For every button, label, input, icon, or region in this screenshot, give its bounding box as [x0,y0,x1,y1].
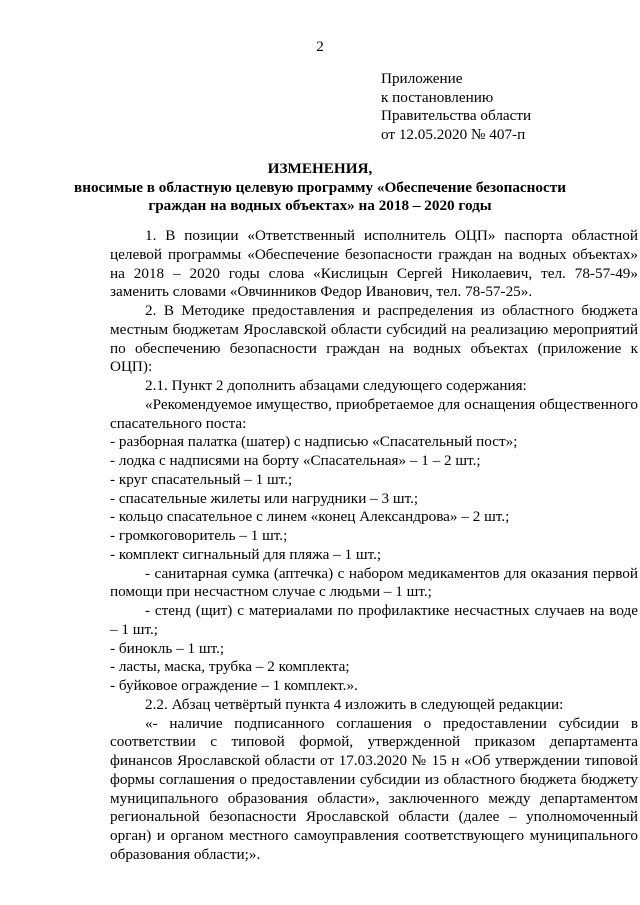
document-body [110,227,638,865]
paragraph-2-2: 2.2. Абзац четвёртый пункта 4 изложить в следующей редакции: [145,695,564,713]
list-item: - спасательные жилеты или нагрудники – 3 шт.; [110,489,419,507]
appendix-line: от 12.05.2020 № 407-п [381,125,526,143]
list-item: - санитарная сумка (аптечка) с набором медикаментов для оказания первой помощи при несчастном случае с людьми – 1 шт.; [110,564,638,601]
document-heading [0,160,640,216]
list-item: - бинокль – 1 шт.; [110,639,225,657]
quote-paragraph: «- наличие подписанного соглашения о предоставлении субсидии в соответствии с типовой формой, утвержденной приказом департамента финансов Ярославской области от 17.03.2020 № 15 н «Об утверждении типовой формы соглашения о предоставлении субсидии из областного бюджета бюджету муниципального образования области», заключенного между департаментом региональной безопасности Ярославской области (далее – уполномоченный орган) и органом местного самоуправления соответствующего муниципального образования области;». [110,714,638,863]
page-number: 2 [316,38,324,55]
appendix-line: к постановлению [381,88,494,106]
paragraph-2: 2. В Методике предоставления и распределения из областного бюджета местным бюджетам Ярославской области субсидий на реализацию мероприятий по обеспечению безопасности граждан на водных объектах (приложение к ОЦП): [110,302,638,376]
list-item: - комплект сигнальный для пляжа – 1 шт.; [110,545,382,563]
list-item: - буйковое ограждение – 1 комплект.». [110,677,358,694]
list-item: - стенд (щит) с материалами по профилактике несчастных случаев на воде – 1 шт.; [110,602,638,638]
list-item: - лодка с надписями на борту «Спасательная» – 1 – 2 шт.; [110,452,481,469]
paragraph-2-1: 2.1. Пункт 2 дополнить абзацами следующего содержания: [145,377,527,394]
heading-subtitle-line: граждан на водных объектах» на 2018 – 2020 годы [148,197,492,215]
heading-title: ИЗМЕНЕНИЯ, [267,160,373,177]
appendix-line: Приложение [381,70,463,87]
list-item: - ласты, маска, трубка – 2 комплекта; [110,658,350,676]
list-item: - круг спасательный – 1 шт.; [110,470,293,488]
list-item: - кольцо спасательное с линем «конец Александрова» – 2 шт.; [110,508,510,526]
list-item: - разборная палатка (шатер) с надписью «Спасательный пост»; [110,433,518,451]
appendix-line: Правительства области [381,107,532,125]
list-item: - громкоговоритель – 1 шт.; [110,527,288,544]
appendix-block [381,70,531,144]
heading-subtitle-line: вносимые в областную целевую программу «Обеспечение безопасности [74,178,566,196]
quote-intro: «Рекомендуемое имущество, приобретаемое для оснащения общественного спасательного поста: [110,395,638,432]
paragraph-1: 1. В позиции «Ответственный исполнитель ОЦП» паспорта областной целевой программы «Обеспечение безопасности граждан на водных объектах» на 2018 – 2020 годы слова «Кислицын Сергей Николаевич, тел. 78-57-49» заменить словами «Овчинников Федор Иванович, тел. 78-57-25». [110,227,638,301]
